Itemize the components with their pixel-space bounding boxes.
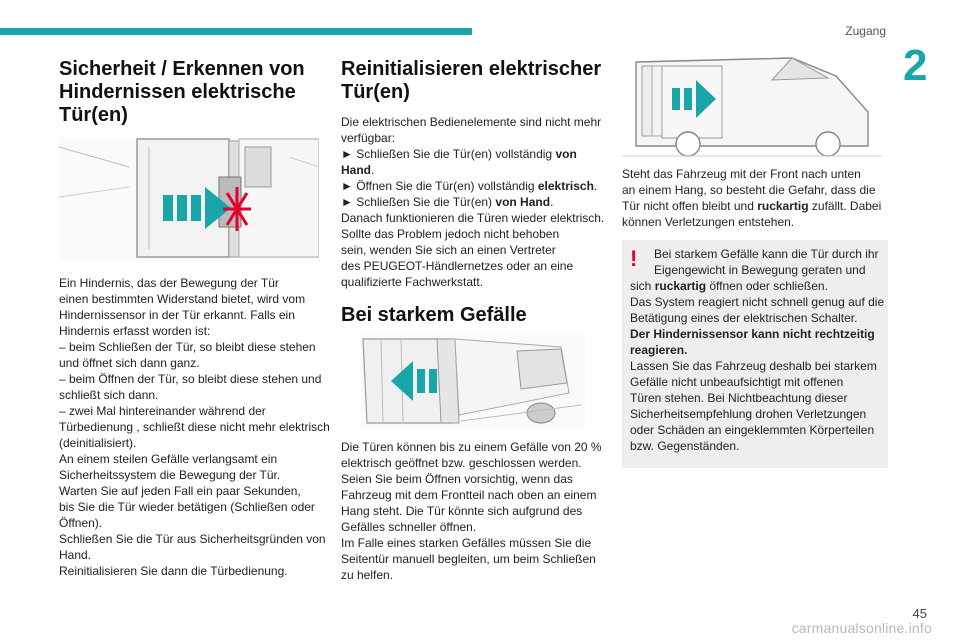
text-line: des PEUGEOT-Händlernetzes oder an eine [341, 259, 574, 273]
step-close-by-hand: ► Schließen Sie die Tür(en) vollständig von [341, 147, 577, 161]
warning-line: Gefälle nicht unbeaufsichtigt mit offenen [630, 375, 844, 389]
warning-line: Bei starkem Gefälle kann die Tür durch ihr [654, 247, 879, 261]
column-reinitialise [341, 58, 605, 583]
text-line: – zwei Mal hintereinander während der [59, 404, 266, 418]
page-number: 45 [912, 606, 927, 621]
text-line: schließt sich dann. [59, 388, 159, 402]
text-line: – beim Schließen der Tür, so bleibt diese stehen [59, 340, 316, 354]
warning-line: sich ruckartig öffnen oder schließen. [630, 279, 828, 293]
text-line: Warten Sie auf jeden Fall ein paar Sekunden, [59, 484, 301, 498]
text-line: Reinitialisieren Sie dann die Türbedienung. [59, 564, 288, 578]
text-line: Öffnen). [59, 516, 103, 530]
text-line: Im Falle eines starken Gefälles müssen Sie die [341, 536, 592, 550]
text-line: können Verletzungen entstehen. [622, 215, 795, 229]
step-close-by-hand-2: ► Schließen Sie die Tür(en) von Hand. [341, 195, 554, 209]
text-line: qualifizierte Fachwerkstatt. [341, 275, 484, 289]
text-line: – beim Öffnen der Tür, so bleibt diese stehen und [59, 372, 322, 386]
text-line: An einem steilen Gefälle verlangsamt ein [59, 452, 278, 466]
heading-reinitialise: Reinitialisieren elektrischer Tür(en) [341, 58, 602, 103]
watermark: carmanualsonline.info [791, 620, 932, 636]
text-line: Sollte das Problem jedoch nicht behoben [341, 227, 560, 241]
warning-line: Der Hindernissensor kann nicht rechtzeitig [630, 327, 875, 341]
text-line: und öffnet sich dann ganz. [59, 356, 200, 370]
text-line: Die elektrischen Bedienelemente sind nicht mehr [341, 115, 602, 129]
text-line: Hindernissensor in der Tür erkannt. Falls ein [59, 308, 295, 322]
text-line: Danach funktionieren die Türen wieder elektrisch. [341, 211, 605, 225]
door-slope-illustration [341, 333, 605, 429]
exclamation-icon: ! [630, 246, 638, 271]
column-obstacle-detection [59, 58, 330, 579]
heading-obstacle-detection: Sicherheit / Erkennen von Hindernissen elektrische Tür(en) [59, 58, 305, 126]
text-line: zu helfen. [341, 568, 394, 582]
step-open-electric: ► Öffnen Sie die Tür(en) vollständig elektrisch. [341, 179, 598, 193]
warning-box [622, 240, 888, 468]
text-line: bis Sie die Tür wieder betätigen (Schließen oder [59, 500, 315, 514]
text-line: Türbedienung , schließt diese nicht mehr elektrisch [59, 420, 330, 434]
warning-line: Sicherheitsempfehlung drohen Verletzungen [630, 407, 867, 421]
warning-line: Türen stehen. Bei Nichtbeachtung dieser [630, 391, 848, 405]
door-obstacle-illustration [59, 137, 319, 261]
text-line: Hindernis erfasst worden ist: [59, 324, 211, 338]
header-accent-bar [0, 28, 472, 35]
text-line: (deinitialisiert). [59, 436, 137, 450]
section-name: Zugang [845, 24, 886, 38]
chapter-number: 2 [903, 41, 928, 90]
text-line: einen bestimmten Widerstand bietet, wird vom [59, 292, 306, 306]
text-line: Gefälles schneller öffnen. [341, 520, 477, 534]
step-close-by-hand-cont: Hand. [341, 163, 375, 177]
column-slope-warning [622, 52, 888, 468]
text-line: Hang steht. Die Tür könnte sich aufgrund des [341, 504, 583, 518]
text-line: Tür nicht offen bleibt und ruckartig zufällt. Dabei [622, 199, 882, 213]
van-side-door-illustration [622, 52, 882, 160]
text-line: an einem Hang, so besteht die Gefahr, dass die [622, 183, 876, 197]
text-line: Schließen Sie die Tür aus Sicherheitsgründen von [59, 532, 326, 546]
warning-line: Das System reagiert nicht schnell genug auf die [630, 295, 885, 309]
text-line: Ein Hindernis, das der Bewegung der Tür [59, 276, 279, 290]
warning-line: oder Schäden an eingeklemmten Körperteilen [630, 423, 875, 437]
text-line: Hand. [59, 548, 92, 562]
text-line: elektrisch geöffnet bzw. geschlossen werden. [341, 456, 582, 470]
warning-line: Eigengewicht in Bewegung geraten und [654, 263, 866, 277]
warning-line: Betätigung eines der elektrischen Schalter. [630, 311, 858, 325]
text-line: Die Türen können bis zu einem Gefälle von 20 % [341, 440, 602, 454]
text-line: sein, wenden Sie sich an einen Vertreter [341, 243, 556, 257]
warning-line: reagieren. [630, 343, 688, 357]
text-line: Steht das Fahrzeug mit der Front nach unten [622, 167, 861, 181]
text-line: Fahrzeug mit dem Frontteil nach oben an einem [341, 488, 597, 502]
text-line: verfügbar: [341, 131, 396, 145]
text-line: Seitentür manuell begleiten, um beim Schließen [341, 552, 596, 566]
text-line: Sicherheitssystem die Bewegung der Tür. [59, 468, 281, 482]
warning-line: Lassen Sie das Fahrzeug deshalb bei starkem [630, 359, 877, 373]
text-line: Seien Sie beim Öffnen vorsichtig, wenn das [341, 472, 573, 486]
heading-steep-slope: Bei starkem Gefälle [341, 304, 527, 326]
warning-line: bzw. Gegenständen. [630, 439, 740, 453]
